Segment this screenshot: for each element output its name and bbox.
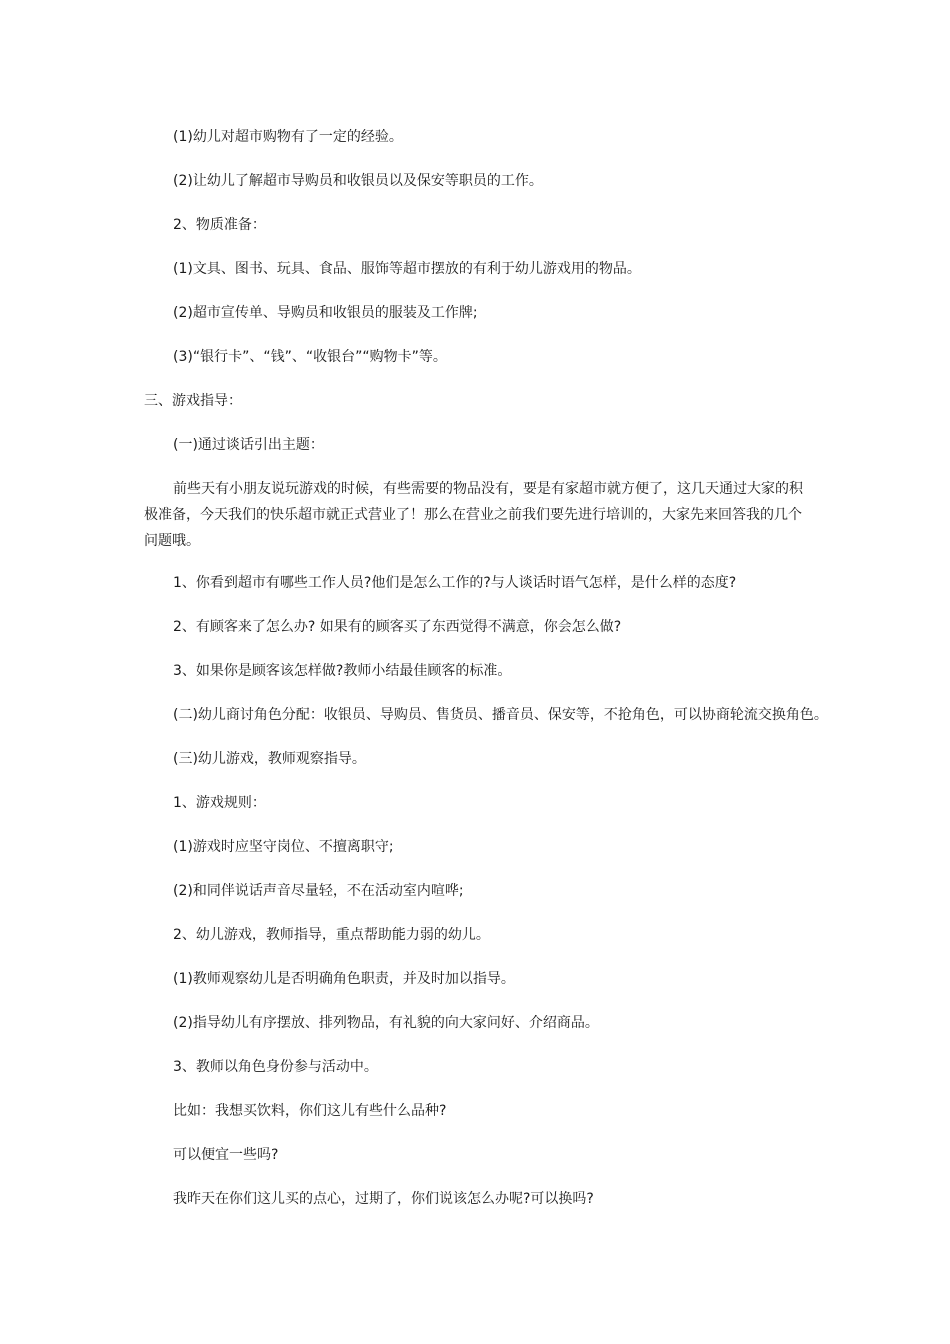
paragraph: (1)游戏时应坚守岗位、不擅离职守; [173,839,394,855]
paragraph: (二)幼儿商讨角色分配：收银员、导购员、售货员、播音员、保安等，不抢角色，可以协商轮流交换角色。 [173,707,828,723]
paragraph: 3、如果你是顾客该怎样做?教师小结最佳顾客的标准。 [173,663,512,679]
paragraph: 2、有顾客来了怎么办? 如果有的顾客买了东西觉得不满意，你会怎么做? [173,619,622,635]
paragraph: (2)超市宣传单、导购员和收银员的服装及工作牌; [173,305,478,321]
paragraph: 比如：我想买饮料，你们这儿有些什么品种? [173,1103,447,1119]
paragraph: 我昨天在你们这儿买的点心，过期了，你们说该怎么办呢?可以换吗? [173,1191,594,1207]
paragraph: 可以便宜一些吗? [173,1147,279,1163]
section-heading: (一)通过谈话引出主题： [173,437,324,453]
paragraph: (2)让幼儿了解超市导购员和收银员以及保安等职员的工作。 [173,173,543,189]
paragraph: 前些天有小朋友说玩游戏的时候，有些需要的物品没有，要是有家超市就方便了，这几天通过大家的积极准备，今天我们的快乐超市就正式营业了！那么在营业之前我们要先进行培训的，大家先来回答我的几个问题哦。 [144,481,803,549]
section-heading: 2、幼儿游戏，教师指导，重点帮助能力弱的幼儿。 [173,927,490,943]
paragraph: 1、你看到超市有哪些工作人员?他们是怎么工作的?与人谈话时语气怎样，是什么样的态度? [173,575,737,591]
paragraph: (1)文具、图书、玩具、食品、服饰等超市摆放的有利于幼儿游戏用的物品。 [173,261,641,277]
paragraph: (3)“银行卡”、“钱”、“收银台”“购物卡”等。 [173,349,447,365]
section-heading: 2、物质准备： [173,217,266,233]
paragraph: (1)教师观察幼儿是否明确角色职责，并及时加以指导。 [173,971,515,987]
section-heading: (三)幼儿游戏，教师观察指导。 [173,751,366,767]
section-heading: 三、游戏指导： [144,393,242,409]
section-heading: 3、教师以角色身份参与活动中。 [173,1059,378,1075]
section-heading: 1、游戏规则： [173,795,266,811]
paragraph: (2)指导幼儿有序摆放、排列物品，有礼貌的向大家问好、介绍商品。 [173,1015,599,1031]
paragraph: (1)幼儿对超市购物有了一定的经验。 [173,129,403,145]
paragraph: (2)和同伴说话声音尽量轻，不在活动室内喧哗; [173,883,464,899]
